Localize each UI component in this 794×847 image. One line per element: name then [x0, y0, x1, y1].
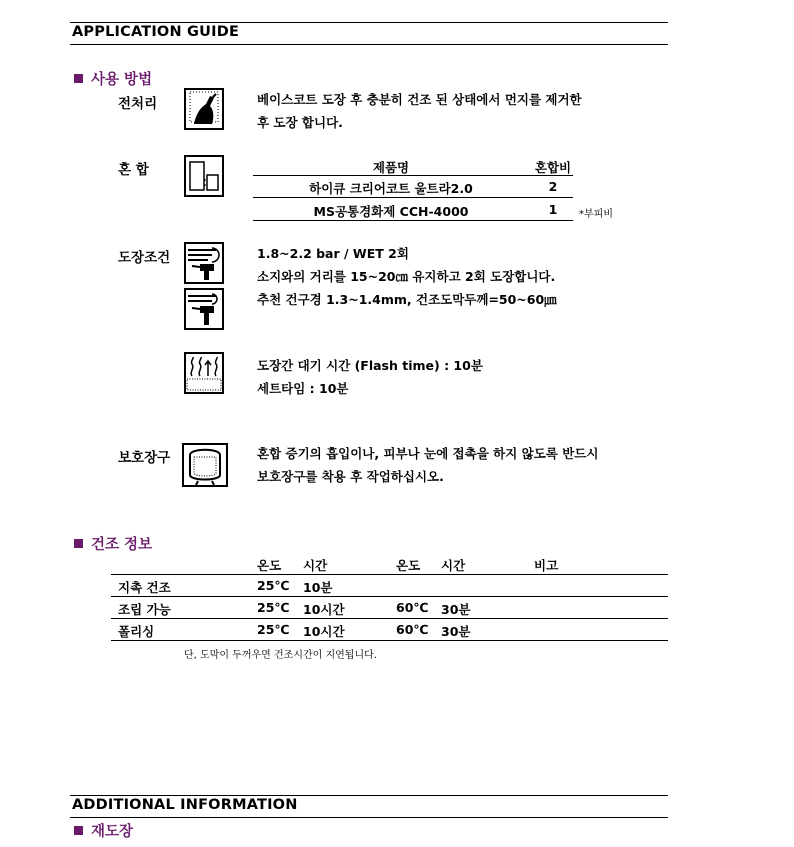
drying-header-note: 비고 — [534, 558, 559, 573]
drying-header-temp-2: 온도 — [396, 558, 421, 573]
drying-row-3-temp2: 60℃ — [396, 622, 429, 637]
volume-ratio-note: *부피비 — [579, 209, 613, 220]
section-title: APPLICATION GUIDE — [72, 24, 240, 40]
conditions-line-1: 1.8~2.2 bar / WET 2회 — [257, 246, 409, 261]
drying-row-2-time2: 30분 — [441, 602, 471, 617]
protection-line-2: 보호장구를 착용 후 작업하십시오. — [257, 469, 444, 484]
bullet-square-icon — [74, 539, 83, 548]
drying-row-2-name: 조립 가능 — [118, 602, 171, 617]
repaint-heading: 재도장 — [74, 820, 133, 841]
protection-label: 보호장구 — [118, 450, 171, 466]
drying-rule-1 — [111, 574, 668, 575]
pretreatment-label: 전처리 — [118, 96, 158, 112]
drying-rule-3 — [111, 618, 668, 619]
mix-row-1-product: 하이큐 크리어코트 울트라2.0 — [309, 181, 473, 196]
protection-line-1: 혼합 증기의 흡입이나, 피부나 눈에 접촉을 하지 않도록 반드시 — [257, 446, 599, 461]
mix-row-2-product: MS공통경화제 CCH-4000 — [313, 204, 469, 219]
face-shield-icon — [182, 443, 228, 487]
mix-row-2-ratio: 1 — [548, 202, 558, 217]
drying-row-3-time1: 10시간 — [303, 624, 345, 639]
drying-row-3-name: 폴리싱 — [118, 624, 155, 639]
drying-row-1-name: 지촉 건조 — [118, 580, 171, 595]
drying-rule-4 — [111, 640, 668, 641]
pretreatment-line-2: 후 도장 합니다. — [257, 115, 343, 130]
mixing-label: 혼 합 — [118, 162, 149, 178]
mix-header-ratio: 혼합비 — [534, 160, 572, 175]
drying-heading: 건조 정보 — [74, 533, 152, 554]
conditions-line-3: 추천 건구경 1.3~1.4mm, 건조도막두께=50~60㎛ — [257, 292, 557, 307]
bullet-square-icon — [74, 74, 83, 83]
drying-row-1-time1: 10분 — [303, 580, 333, 595]
conditions-line-2: 소지와의 거리를 15~20㎝ 유지하고 2회 도장합니다. — [257, 269, 556, 284]
section-title-rule — [70, 44, 668, 45]
drying-row-2-temp2: 60℃ — [396, 600, 429, 615]
mixing-containers-icon — [184, 155, 224, 197]
drying-row-1-temp1: 25℃ — [257, 578, 290, 593]
flash-line-1: 도장간 대기 시간 (Flash time) : 10분 — [257, 358, 483, 373]
drying-rule-2 — [111, 596, 668, 597]
mix-rule-1 — [253, 175, 573, 176]
wipe-surface-icon — [184, 88, 224, 130]
evaporation-icon — [184, 352, 224, 394]
additional-top-rule — [70, 795, 668, 796]
mix-rule-2 — [253, 197, 573, 198]
spray-gun-icon — [184, 242, 224, 284]
flash-line-2: 세트타임 : 10분 — [257, 381, 349, 396]
bullet-square-icon — [74, 826, 83, 835]
mix-header-product: 제품명 — [372, 160, 410, 175]
conditions-label: 도장조건 — [118, 250, 171, 266]
additional-title: ADDITIONAL INFORMATION — [72, 797, 298, 813]
top-rule — [70, 22, 668, 23]
pretreatment-line-1: 베이스코트 도장 후 충분히 건조 된 상태에서 먼지를 제거한 — [257, 92, 582, 107]
drying-row-2-time1: 10시간 — [303, 602, 345, 617]
usage-heading: 사용 방법 — [74, 68, 152, 89]
drying-row-2-temp1: 25℃ — [257, 600, 290, 615]
mix-rule-3 — [253, 220, 573, 221]
spray-gun-icon — [184, 288, 224, 330]
drying-row-3-temp1: 25℃ — [257, 622, 290, 637]
additional-title-rule — [70, 817, 668, 818]
mix-row-1-ratio: 2 — [548, 179, 558, 194]
drying-header-time-1: 시간 — [303, 558, 328, 573]
drying-row-3-time2: 30분 — [441, 624, 471, 639]
drying-header-time-2: 시간 — [441, 558, 466, 573]
drying-footnote: 단, 도막이 두꺼우면 건조시간이 지연됩니다. — [184, 650, 377, 661]
drying-header-temp-1: 온도 — [257, 558, 282, 573]
